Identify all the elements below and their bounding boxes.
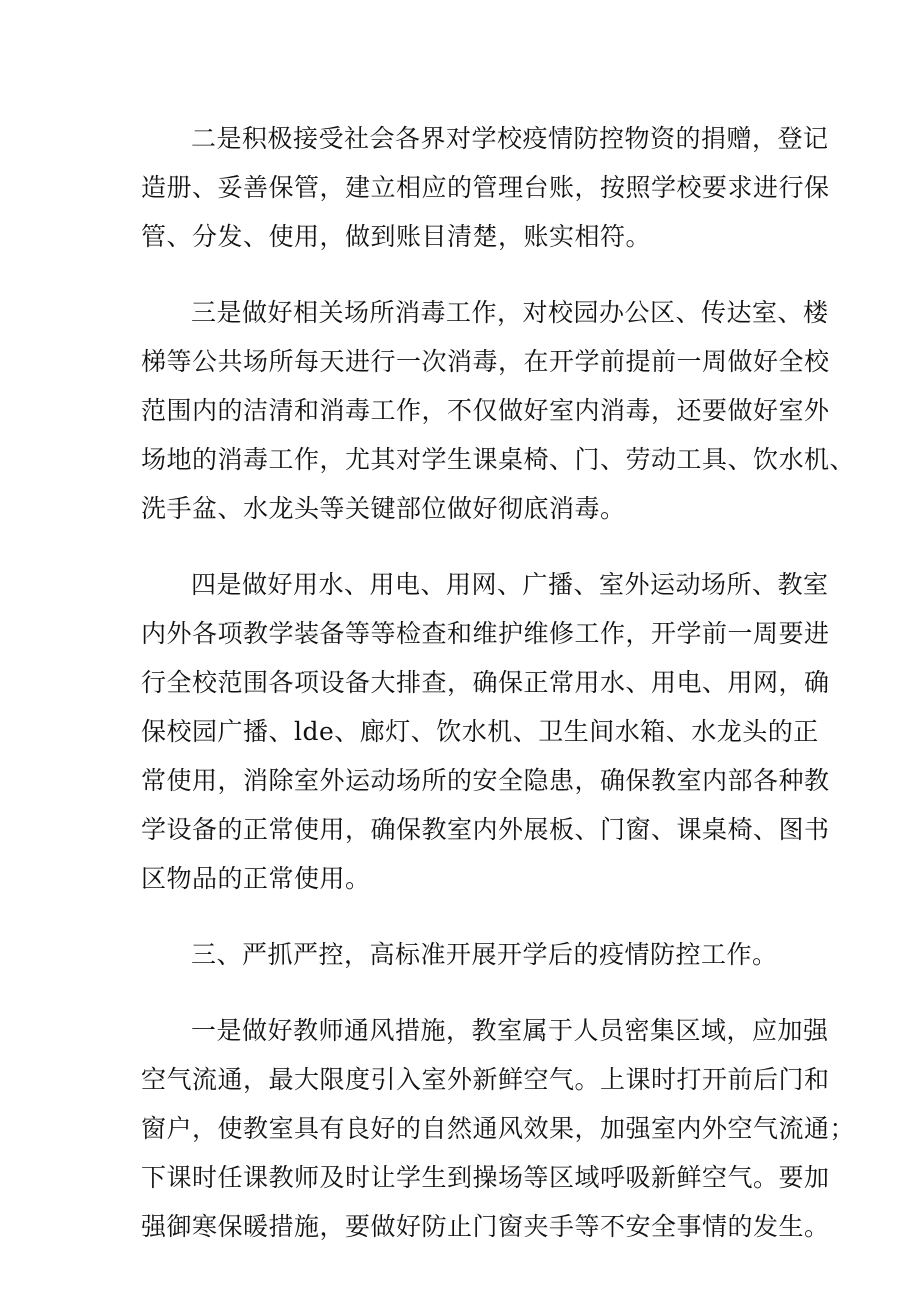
text-line: 一是做好教师通风措施，教室属于人员密集区域，应加强 — [191, 1016, 829, 1045]
paragraph-ventilation — [141, 1006, 856, 1251]
text-line: 行全校范围各项设备大排查，确保正常用水、用电、用网，确 — [141, 668, 830, 697]
text-line: 三是做好相关场所消毒工作，对校园办公区、传达室、楼 — [191, 298, 829, 327]
section-heading — [141, 930, 781, 979]
text-line: 二是积极接受社会各界对学校疫情防控物资的捐赠，登记 — [191, 124, 829, 153]
text-line: 内外各项教学装备等等检查和维护维修工作，开学前一周要进 — [141, 619, 830, 648]
text-line: 常使用，消除室外运动场所的安全隐患，确保教室内部各种教 — [141, 766, 830, 795]
text-line: 四是做好用水、用电、用网、广播、室外运动场所、教室 — [191, 570, 829, 599]
text-line: 强御寒保暖措施，要做好防止门窗夹手等不安全事情的发生。 — [141, 1212, 830, 1241]
text-line: 窗户，使教室具有良好的自然通风效果，加强室内外空气流通； — [141, 1114, 856, 1143]
section-heading-text: 三、严抓严控，高标准开展开学后的疫情防控工作。 — [191, 940, 778, 969]
paragraph-donation — [141, 114, 830, 261]
text-line: 范围内的洁清和消毒工作，不仅做好室内消毒，还要做好室外 — [141, 396, 830, 425]
text-line: 保校园广播、lde、廊灯、饮水机、卫生间水箱、水龙头的正 — [141, 717, 819, 746]
paragraph-facility-inspection — [141, 560, 830, 903]
text-line: 学设备的正常使用，确保教室内外展板、门窗、课桌椅、图书 — [141, 815, 830, 844]
text-line: 管、分发、使用，做到账目清楚，账实相符。 — [141, 222, 652, 251]
text-line: 梯等公共场所每天进行一次消毒，在开学前提前一周做好全校 — [141, 347, 830, 376]
document-page — [141, 114, 856, 1251]
text-line: 造册、妥善保管，建立相应的管理台账，按照学校要求进行保 — [141, 173, 830, 202]
text-line: 洗手盆、水龙头等关键部位做好彻底消毒。 — [141, 494, 626, 523]
text-line: 场地的消毒工作，尤其对学生课桌椅、门、劳动工具、饮水机、 — [141, 445, 856, 474]
text-line: 下课时任课教师及时让学生到操场等区域呼吸新鲜空气。要加 — [141, 1163, 830, 1192]
text-line: 区物品的正常使用。 — [141, 864, 371, 893]
paragraph-disinfection — [141, 288, 856, 533]
text-line: 空气流通，最大限度引入室外新鲜空气。上课时打开前后门和 — [141, 1065, 830, 1094]
